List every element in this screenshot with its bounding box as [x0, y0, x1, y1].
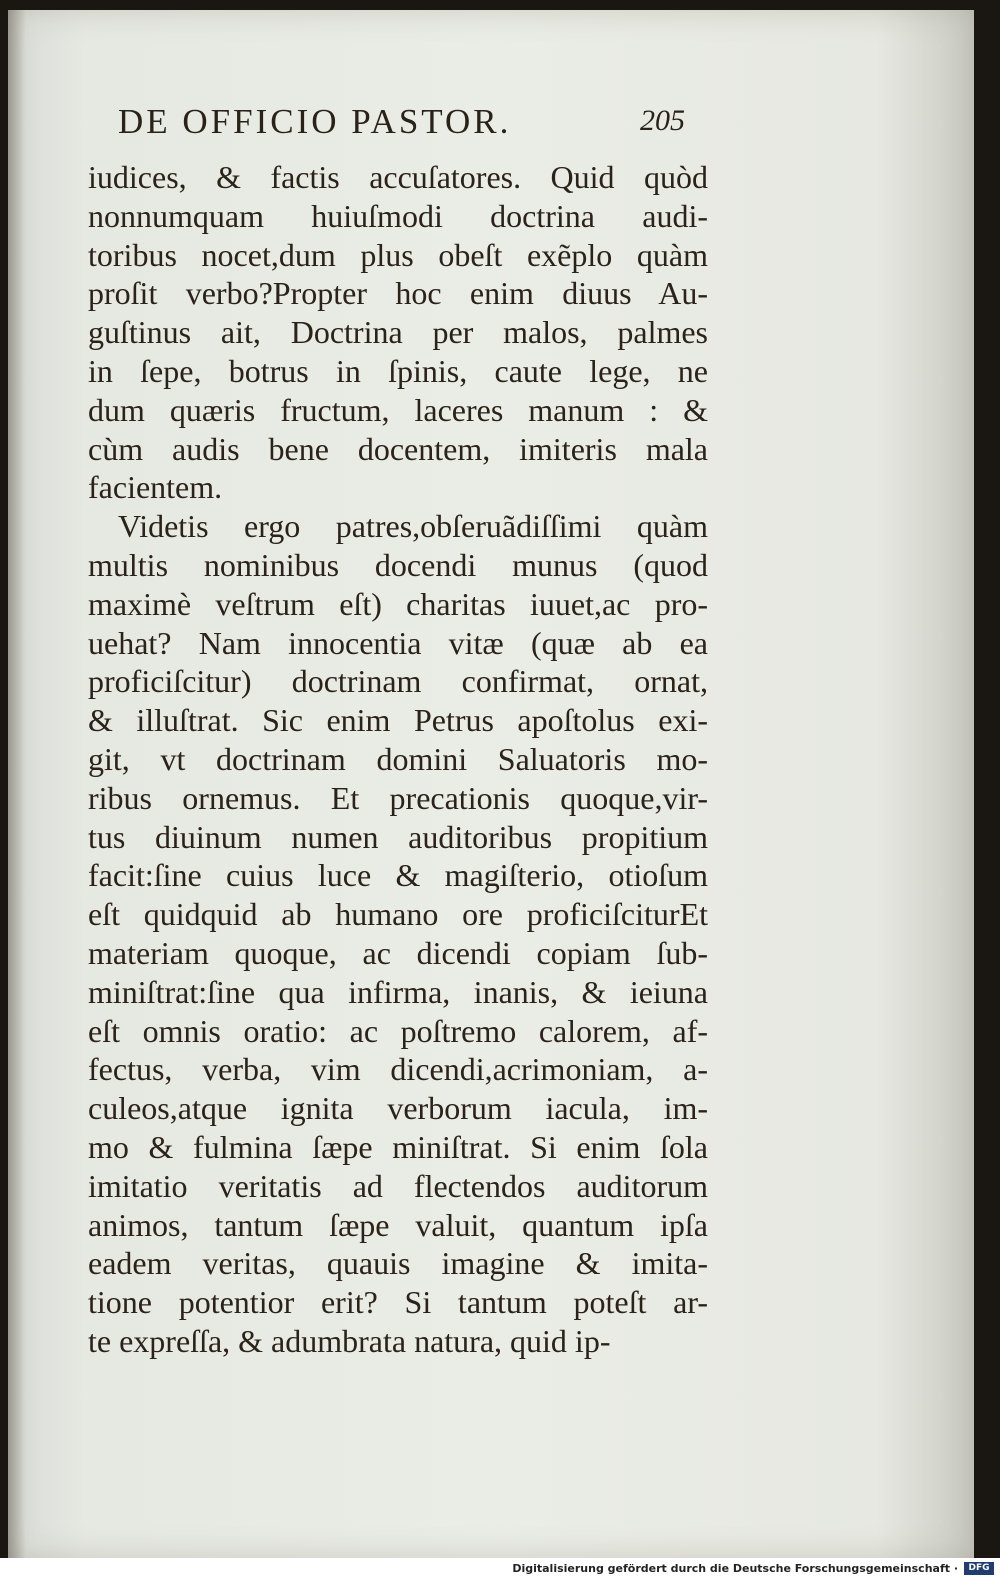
- text-line: ribus ornemus. Et precationis quoque,vir-: [88, 779, 708, 816]
- text-line: eadem veritas, quauis imagine & imita-: [88, 1245, 708, 1282]
- text-line: te expreſſa, & adumbrata natura, quid ip-: [88, 1322, 611, 1359]
- text-line: Videtis ergo patres,obſeruãdiſſimi quàm: [118, 508, 708, 545]
- text-line: eſt omnis oratio: ac poſtremo calorem, af-: [88, 1012, 708, 1049]
- text-line: & illuſtrat. Sic enim Petrus apoſtolus exi-: [88, 702, 708, 739]
- text-line: nonnumquam huiuſmodi doctrina audi-: [88, 197, 708, 234]
- text-line: materiam quoque, ac dicendi copiam ſub-: [88, 934, 708, 971]
- text-line: maximè veſtrum eſt) charitas iuuet,ac pro-: [88, 585, 708, 622]
- text-line: eſt quidquid ab humano ore proficiſciturEt: [88, 896, 708, 933]
- page-number: 205: [640, 104, 685, 137]
- footer-bar: [0, 1558, 1000, 1580]
- text-line: git, vt doctrinam domini Saluatoris mo-: [88, 740, 708, 777]
- text-line: multis nominibus docendi munus (quod: [88, 546, 708, 583]
- text-line: uehat? Nam innocentia vitæ (quæ ab ea: [88, 624, 708, 661]
- text-line: culeos,atque ignita verborum iacula, im-: [88, 1090, 708, 1127]
- text-line: facit:ſine cuius luce & magiſterio, otioſum: [88, 857, 708, 894]
- text-line: imitatio veritatis ad flectendos auditorum: [88, 1167, 708, 1204]
- text-line: in ſepe, botrus in ſpinis, caute lege, ne: [88, 352, 708, 389]
- text-line: proſit verbo?Propter hoc enim diuus Au-: [88, 275, 708, 312]
- text-line: mo & fulmina ſæpe miniſtrat. Si enim ſola: [88, 1128, 708, 1165]
- text-line: animos, tantum ſæpe valuit, quantum ipſa: [88, 1206, 708, 1243]
- text-line: cùm audis bene docentem, imiteris mala: [88, 430, 708, 467]
- body-text: [88, 158, 708, 1361]
- text-line: tione potentior erit? Si tantum poteſt ar-: [88, 1284, 708, 1321]
- text-line: iudices, & factis accuſatores. Quid quòd: [88, 159, 708, 195]
- book-page: [8, 10, 974, 1558]
- text-line: toribus nocet,dum plus obeſt exẽplo quàm: [88, 236, 708, 273]
- text-line: facientem.: [88, 469, 223, 506]
- running-title: DE OFFICIO PASTOR.: [118, 102, 512, 141]
- text-line: guſtinus ait, Doctrina per malos, palmes: [88, 314, 708, 351]
- text-line: miniſtrat:ſine qua infirma, inanis, & ieiuna: [88, 973, 708, 1010]
- text-line: dum quæris fructum, laceres manum : &: [88, 391, 708, 428]
- text-line: tus diuinum numen auditoribus propitium: [88, 818, 708, 855]
- dfg-logo: DFG: [964, 1562, 994, 1575]
- funding-credit: Digitalisierung gefördert durch die Deutsche Forschungsgemeinschaft ·: [512, 1562, 958, 1575]
- text-line: proficiſcitur) doctrinam confirmat, ornat,: [88, 663, 708, 700]
- running-header: [118, 102, 718, 146]
- text-line: fectus, verba, vim dicendi,acrimoniam, a-: [88, 1051, 708, 1088]
